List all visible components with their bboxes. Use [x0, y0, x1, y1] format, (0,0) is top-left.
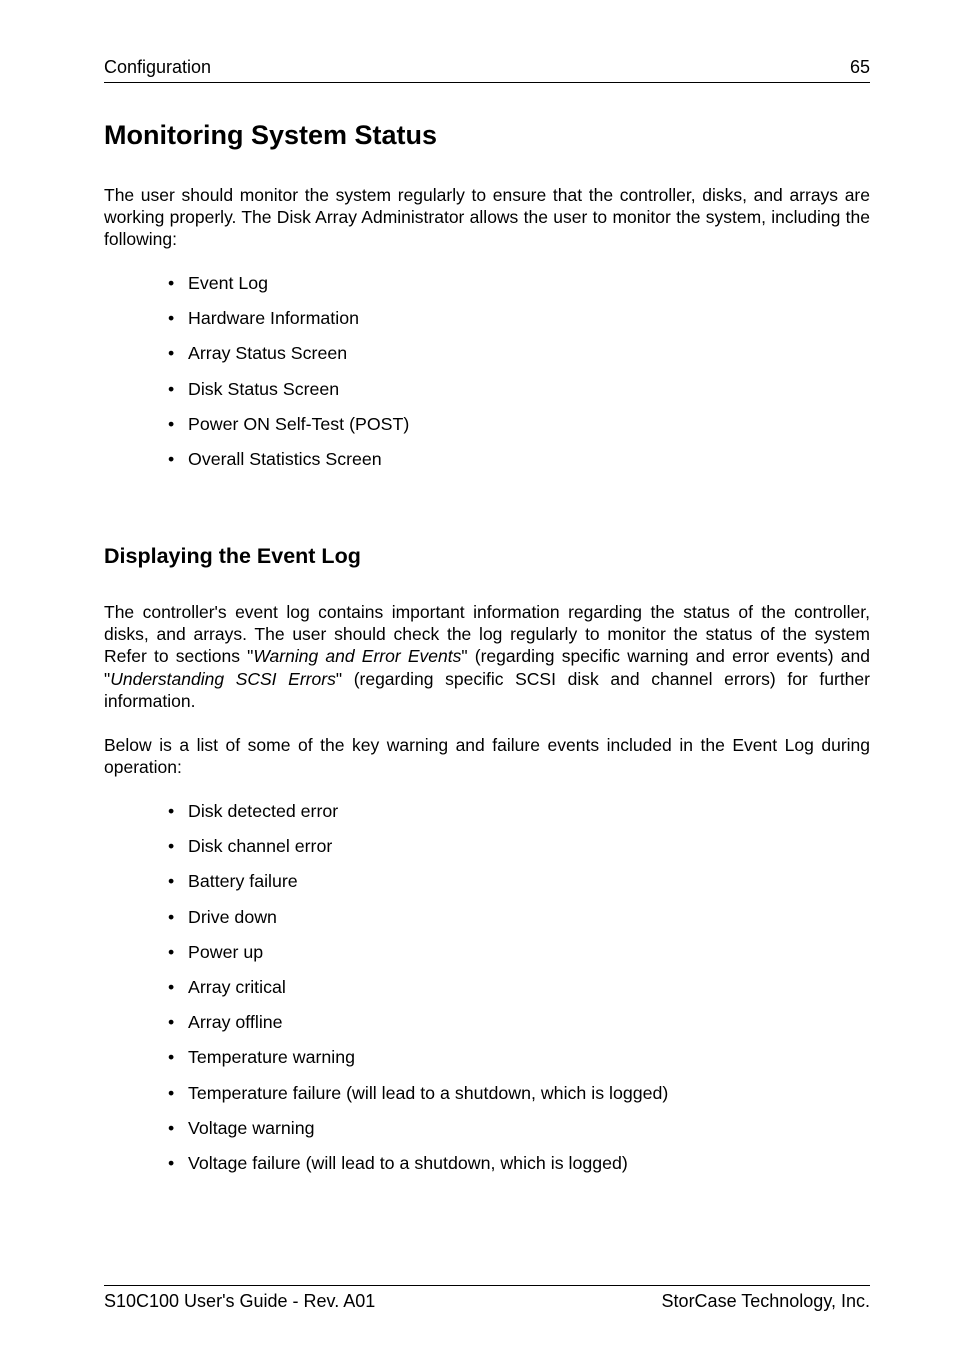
list-item: • Disk Status Screen	[168, 378, 340, 399]
reference-warning-error-events: Warning and Error Events	[253, 646, 462, 667]
header-section: Configuration	[104, 57, 212, 77]
list-item: • Event Log	[168, 273, 269, 293]
header-divider	[104, 82, 870, 83]
list-item: • Temperature warning	[168, 1047, 356, 1068]
list-item: • Overall Statistics Screen	[168, 448, 382, 469]
header-page-number: 65	[849, 57, 870, 77]
footer-guide-title: S10C100 User's Guide - Rev. A01	[104, 1291, 376, 1311]
list-item: • Array critical	[168, 976, 286, 997]
list-item: • Battery failure	[168, 871, 298, 892]
footer-divider	[104, 1285, 870, 1286]
list-item: • Voltage warning	[168, 1117, 315, 1138]
list-item: • Disk detected error	[168, 801, 339, 821]
list-item: • Drive down	[168, 906, 277, 927]
list-item: • Array offline	[168, 1012, 283, 1033]
events-intro-paragraph: Below is a list of some of the key warning and failure events included in the Event Log during operation:	[104, 735, 870, 778]
list-item: • Voltage failure (will lead to a shutdown, which is logged)	[168, 1152, 628, 1173]
event-log-paragraph: The controller's event log contains important information regarding the status of the controller, disks, and arrays. The user should check the log regularly to monitor the status of the system Refer to sections "Warning and Error Events" (regarding specific warning and error events) and "Understanding SCSI Errors" (regarding specific SCSI disk and channel errors) for further information.	[104, 602, 870, 711]
list-item: • Power up	[168, 941, 264, 962]
list-item: • Array Status Screen	[168, 343, 348, 364]
list-item: • Temperature failure (will lead to a shutdown, which is logged)	[168, 1082, 669, 1103]
section-title: Displaying the Event Log	[104, 544, 361, 568]
footer-company: StorCase Technology, Inc.	[661, 1291, 870, 1311]
list-item: • Hardware Information	[168, 308, 359, 329]
monitor-list	[168, 272, 409, 483]
list-item: • Disk channel error	[168, 836, 333, 857]
events-list	[168, 800, 668, 1187]
intro-paragraph: The user should monitor the system regularly to ensure that the controller, disks, and arrays are working properly. The Disk Array Administrator allows the user to monitor the system, including the following:	[104, 185, 870, 250]
list-item: • Power ON Self-Test (POST)	[168, 413, 410, 434]
reference-scsi-errors: Understanding SCSI Errors	[110, 668, 336, 689]
page-title: Monitoring System Status	[104, 120, 438, 150]
